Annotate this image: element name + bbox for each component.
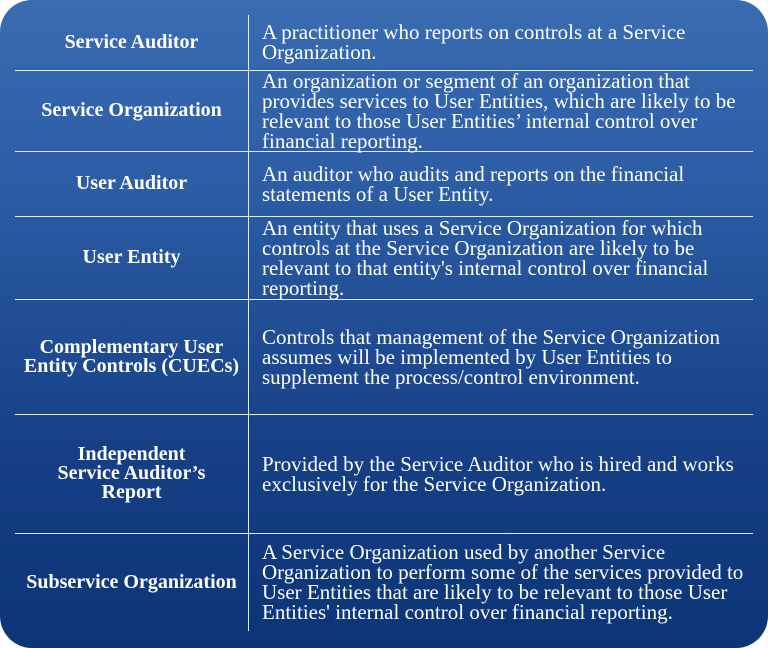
definition-cell: Controls that management of the Service Organization assumes will be implemented by User Entities to supplement the process/control environment. bbox=[249, 299, 754, 414]
term-cell: User Auditor bbox=[15, 151, 249, 216]
term-cell: Complementary User Entity Controls (CUECs) bbox=[15, 299, 249, 414]
term-cell: Subservice Organization bbox=[15, 533, 249, 631]
term-cell: User Entity bbox=[15, 216, 249, 299]
table-row bbox=[15, 70, 753, 151]
table-row bbox=[15, 533, 753, 631]
table-row bbox=[15, 299, 753, 414]
term-cell: Independent Service Auditor’s Report bbox=[15, 414, 249, 533]
term-cell: Service Organization bbox=[15, 70, 249, 151]
table-row bbox=[15, 414, 753, 533]
definition-cell: A Service Organization used by another Service Organization to perform some of the services provided to User Entities that are likely to be relevant to those User Entities' internal control over financial reporting. bbox=[249, 533, 754, 631]
definition-cell: Provided by the Service Auditor who is hired and works exclusively for the Service Organization. bbox=[249, 414, 754, 533]
table-row bbox=[15, 151, 753, 216]
table-row bbox=[15, 216, 753, 299]
definition-cell: A practitioner who reports on controls at a Service Organization. bbox=[262, 20, 686, 65]
definition-cell: An organization or segment of an organization that provides services to User Entities, which are likely to be relevant to those User Entities’ internal control over financial reporting. bbox=[249, 70, 754, 151]
table-row bbox=[15, 15, 753, 70]
definition-cell: An entity that uses a Service Organization for which controls at the Service Organization are likely to be relevant to that entity's internal control over financial reporting. bbox=[249, 216, 754, 299]
term-cell: Service Auditor bbox=[15, 15, 249, 70]
glossary-table bbox=[15, 15, 753, 631]
definition-cell: An auditor who audits and reports on the financial statements of a User Entity. bbox=[249, 151, 754, 216]
